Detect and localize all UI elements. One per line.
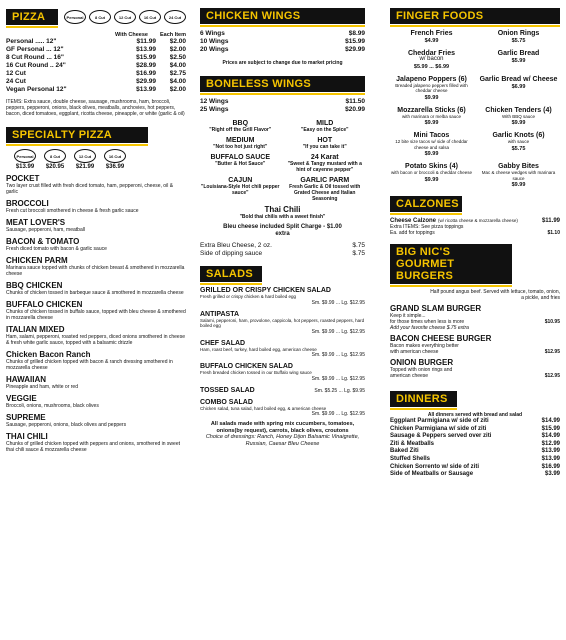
dinner-row: Baked Ziti $13.99 [390, 448, 560, 455]
specialty-item: THAI CHILI Chunks of grilled chicken topped with peppers and onions, smothered in sweet thai chili sauce & mozzarella cheese [6, 432, 180, 453]
size-badge: 12 Cut [114, 10, 136, 24]
dinner-row: Ziti & Meatballs $12.99 [390, 440, 560, 447]
specialty-sizes [6, 149, 186, 170]
boneless-row: 25 Wings $20.99 [200, 106, 365, 113]
pizza-row: 8 Cut Round ... 16" $15.99 $2.50 [6, 54, 186, 61]
wings-section [200, 8, 365, 66]
pizza-rows [6, 38, 186, 94]
specialty-size: Personal $13.99 [14, 149, 36, 170]
flavor: GARLIC PARM Fresh Garlic & Oil tossed with Grated Cheese and Italian Seasoning [289, 177, 361, 202]
finger-item: Garlic Knots (6) with sauce $5.75 [492, 132, 545, 152]
burger-item: BACON CHEESE BURGER Bacon makes everything better with american cheese $12.95 [390, 334, 560, 355]
pizza-col-headers: With Cheese Each Item [115, 32, 186, 38]
finger-banner: FINGER FOODS [390, 8, 560, 24]
thai-flavor: Thai Chili "Bold thai chilis with a sweet finish" [239, 205, 326, 220]
calzones-banner: CALZONES [390, 196, 462, 212]
column-right [390, 0, 560, 479]
dinner-row: Chicken Sorrento w/ side of ziti $16.99 [390, 463, 560, 470]
burger-item: ONION BURGER Topped with onion rings and american cheese $12.95 [390, 358, 560, 379]
calzone-extra: Extra ITEMS: See pizza toppings [390, 224, 464, 230]
specialty-item: Chicken Bacon Ranch Chunks of grilled chicken topped with bacon & ranch dressing smothered in mozzarella cheese [6, 350, 173, 371]
flavor: MILD "Easy on the Spice" [300, 120, 349, 133]
dinners-banner: DINNERS [390, 391, 457, 407]
specialty-item: ITALIAN MIXED Ham, salami, pepperoni, roasted red peppers, diced onions smothered in cheese & fresh white garlic sauce, topped with a balsamic drizzle [6, 325, 185, 346]
specialty-item: CHICKEN PARM Marinara sauce topped with chunks of chicken breast & smothered in mozzarella cheese [6, 256, 185, 277]
pizza-section [6, 8, 186, 117]
salad-item: GRILLED OR CRISPY CHICKEN SALAD Fresh grilled or crispy chicken & hard boiled egg Sm. $9.99 ... Lg. $12.95 [200, 287, 365, 306]
pizza-items-note: ITEMS: Extra sauce, double cheese, sausage, mushrooms, ham, broccoli, peppers, pepperoni, onions, black olives, meatballs, anchovies, hot peppers, bacon, diced tomatoes, eggplant, ricotta cheese, pineapple, or white (garlic & oil) [6, 99, 185, 117]
dinners-section [390, 391, 560, 479]
specialty-size: 12 Cut $21.99 [74, 149, 96, 170]
calzone-extra-row: Ea. add for toppings $1.10 [390, 230, 560, 236]
pizza-row: 24 Cut $29.99 $4.00 [6, 78, 186, 85]
specialty-section [6, 127, 186, 453]
salads-section [200, 266, 365, 447]
dinners-note: All dinners served with bread and salad [427, 412, 523, 418]
dinner-row: Stuffed Shells $13.99 [390, 455, 560, 462]
dinner-rows [390, 418, 560, 479]
finger-item: Mini Tacos 12 bite size tacos w/ side of cheddar cheese and salsa $9.99 [395, 132, 468, 157]
specialty-item: HAWAIIAN Pineapple and ham, white or red [6, 375, 78, 390]
extra-row: Side of dipping sauce $.75 [200, 250, 365, 257]
wings-note: Prices are subject to change due to market pricing [222, 60, 343, 66]
salad-item: COMBO SALAD Chicken salad, tuna salad, hard boiled egg, & american cheese Sm. $9.99 ... Lg. $12.95 [200, 398, 365, 417]
finger-item: Gabby Bites Mac & cheese wedges with marinara sauce $9.99 [481, 163, 556, 188]
pizza-row: Personal ..... 12" $11.99 $2.00 [6, 38, 186, 45]
flavor: HOT "If you can take it" [302, 137, 347, 150]
finger-item: Onion Rings $5.75 [497, 30, 540, 44]
specialty-items [6, 174, 186, 453]
burgers-banner: BIG NIC'S GOURMET BURGERS [390, 244, 512, 284]
specialty-size: 8 Cut $20.95 [44, 149, 66, 170]
specialty-item: POCKET Two layer crust filled with fresh diced tomato, ham, pepperoni, cheese, oil & garlic [6, 174, 174, 195]
size-badge: 16 Cut [139, 10, 161, 24]
size-badge: 24 Cut [164, 10, 186, 24]
salad-item: ANTIPASTA Salami, pepperoni, ham, provolone, cappicola, hot peppers, roasted peppers, hard boiled egg Sm. $9.99 ... Lg. $12.95 [200, 310, 365, 335]
specialty-item: BBQ CHICKEN Chunks of chicken tossed in barbeque sauce & smothered in mozzarella cheese [6, 281, 184, 296]
dinner-row: Sausage & Peppers served over ziti $14.99 [390, 433, 560, 440]
specialty-banner: SPECIALTY PIZZA [6, 127, 148, 143]
specialty-item: MEAT LOVER'S Sausage, pepperoni, ham, meatball [6, 218, 85, 233]
wings-row: 10 Wings $15.99 [200, 38, 365, 45]
finger-item: Cheddar Fries w/ bacon $5.99 ... $6.99 [407, 50, 456, 70]
extra-row: Extra Bleu Cheese, 2 oz. $.75 [200, 242, 365, 249]
salads-dressings: Choice of dressings: Ranch, Honey Dijon Balsamic Vinaigrette, Russian, Caesar Bleu Cheese [205, 434, 360, 447]
salads-banner: SALADS [200, 266, 262, 282]
pizza-row: 12 Cut $16.99 $2.75 [6, 70, 186, 77]
burgers-intro: Half pound angus beef. Served with lettuce, tomato, onion, a pickle, and fries [430, 289, 560, 301]
specialty-item: VEGGIE Broccoli, onions, mushrooms, black olives [6, 394, 99, 409]
specialty-item: BROCCOLI Fresh cut broccoli smothered in cheese & fresh garlic sauce [6, 199, 139, 214]
wings-row: 20 Wings $29.99 [200, 46, 365, 53]
flavor-grid [200, 120, 365, 202]
bleu-note: Bleu cheese included Split Charge - $1.00 extra [223, 224, 342, 237]
boneless-row: 12 Wings $11.50 [200, 98, 365, 105]
boneless-banner: BONELESS WINGS [200, 76, 365, 92]
column-left [6, 0, 186, 453]
finger-section [390, 8, 560, 194]
wings-row: 6 Wings $8.99 [200, 30, 365, 37]
finger-item: Mozzarella Sticks (6) with marinara or melba sauce $9.99 [397, 106, 466, 126]
burgers-section [390, 244, 560, 379]
extras [200, 242, 365, 258]
size-badge: Personal [64, 10, 86, 24]
finger-item: Garlic Bread w/ Cheese $6.99 [479, 75, 558, 90]
column-middle [200, 0, 365, 447]
pizza-size-badges [58, 10, 186, 24]
dinner-row: Chicken Parmigiana w/ side of ziti $15.99 [390, 425, 560, 432]
salads-footer: All salads made with spring mix cucumbers, tomatoes, onions(by request), carrots, black olives, croutons [210, 421, 355, 434]
finger-grid [390, 30, 560, 194]
finger-item: Chicken Tenders (4) With BBQ sauce $9.99 [485, 106, 552, 126]
flavor: CAJUN "Louisiana-Style Hot chili pepper sauce" [201, 177, 280, 196]
wings-rows [200, 30, 365, 54]
burger-item: GRAND SLAM BURGER Keep it simple... for those times when less is more $10.95 Add your favorite cheese $.75 extra [390, 304, 560, 331]
boneless-section [200, 76, 365, 258]
flavor: BUFFALO SAUCE "Butter & Hot Sauce" [210, 154, 270, 167]
salad-item: BUFFALO CHICKEN SALAD Fresh breaded chicken tossed in our Buffalo wing sauce Sm. $9.99 ... Lg. $12.95 [200, 363, 365, 382]
pizza-banner: PIZZA [6, 9, 58, 25]
flavor: BBQ "Right off the Grill Flavor" [209, 120, 272, 133]
specialty-size: 16 Cut $36.99 [104, 149, 126, 170]
specialty-item: SUPREME Sausage, pepperoni, onions, black olives and peppers [6, 413, 127, 428]
pizza-row: GF Personal ... 12" $13.99 $2.00 [6, 46, 186, 53]
pizza-row: 16 Cut Round .. 24" $28.99 $4.00 [6, 62, 186, 69]
flavor: 24 Karat "Sweet & Tangy mustard with a hint of cayenne pepper" [287, 154, 362, 173]
finger-item: Potato Skins (4) with bacon or broccoli & cheddar cheese $9.99 [390, 163, 473, 183]
calzone-row: Cheese Calzone (w/ ricotta cheese & mozzarella cheese) $11.99 [390, 218, 560, 224]
dinner-row: Side of Meatballs or Sausage $3.99 [390, 471, 560, 478]
dinner-row: Eggplant Parmigiana w/ side of ziti $14.99 [390, 418, 560, 424]
salad-item: CHEF SALAD Ham, roast beef, turkey, hard boiled egg, american cheese Sm. $9.99 ... Lg. $12.95 [200, 339, 365, 358]
finger-item: Garlic Bread $5.99 [497, 50, 540, 64]
flavor: MEDIUM "Not too hot just right" [213, 137, 268, 150]
calzones-section [390, 196, 560, 236]
wings-banner: CHICKEN WINGS [200, 8, 365, 24]
specialty-item: BACON & TOMATO Fresh diced tomato with bacon & garlic sauce [6, 237, 107, 252]
finger-item: French Fries $4.99 [410, 30, 453, 44]
size-badge: 8 Cut [89, 10, 111, 24]
salad-item: TOSSED SALAD Sm. $5.25 ... Lg. $9.95 [200, 386, 365, 394]
pizza-row: Vegan Personal 12" $13.99 $2.00 [6, 86, 186, 93]
specialty-item: BUFFALO CHICKEN Chunks of chicken tossed in buffalo sauce, topped with bleu cheese & smothered in mozzarella cheese [6, 300, 186, 321]
finger-item: Jalapeno Poppers (6) Breaded jalapeno peppers filled with cheddar cheese $9.99 [395, 75, 468, 101]
boneless-rows [200, 98, 365, 114]
